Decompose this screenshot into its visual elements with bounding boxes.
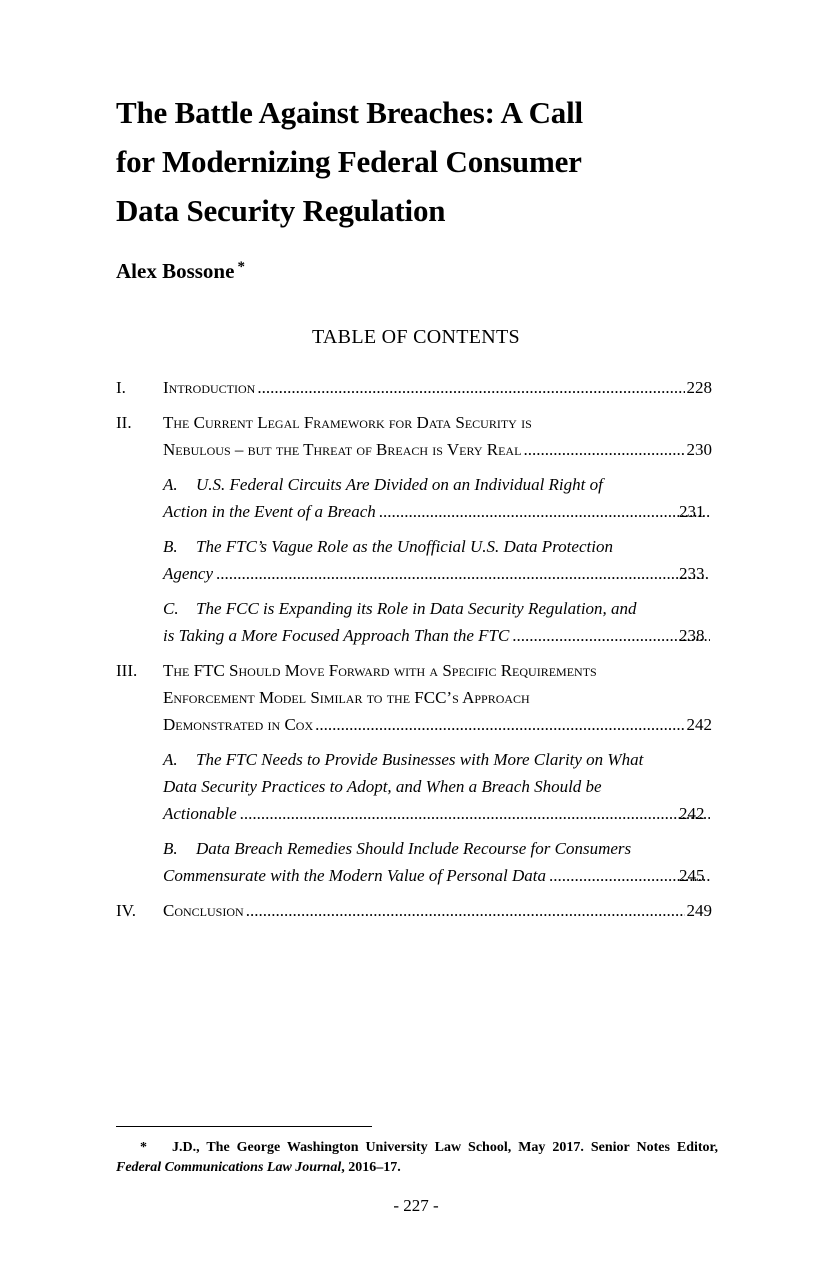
toc-dot-leader xyxy=(378,498,710,525)
toc-line xyxy=(163,746,712,773)
footnote-text-after: , 2016–17. xyxy=(341,1160,401,1175)
toc-line xyxy=(163,409,712,436)
toc-line xyxy=(163,835,712,862)
toc-line xyxy=(163,595,712,622)
toc-subentry[interactable] xyxy=(116,471,712,525)
toc-line: Agency ..... 233 xyxy=(196,560,712,587)
toc-entry-body xyxy=(116,657,712,738)
toc-dot-leader xyxy=(215,560,710,587)
toc-subentry-letter: B. xyxy=(163,839,178,858)
title-line: Data Security Regulation xyxy=(116,193,446,228)
toc-entry[interactable] xyxy=(116,657,712,738)
toc-page-number: 230 xyxy=(686,440,712,459)
author-text: Alex Bossone xyxy=(116,259,235,283)
article-title xyxy=(116,88,736,235)
toc-line: Actionable ..... 242 xyxy=(196,800,712,827)
toc-subentry-body xyxy=(116,746,712,827)
toc-line-text: The FCC is Expanding its Role in Data Security Regulation, and xyxy=(196,599,637,618)
toc-line-text: Introduction xyxy=(163,378,256,397)
toc-subentry[interactable] xyxy=(116,533,712,587)
toc-subentry-body xyxy=(116,835,712,889)
toc-entry-number: IV. xyxy=(116,901,136,920)
toc-subentry-letter: C. xyxy=(163,599,179,618)
toc-line-text: Data Breach Remedies Should Include Recourse for Consumers xyxy=(196,839,632,858)
toc-line-text: Agency xyxy=(163,564,214,583)
toc-page-number: 249 xyxy=(686,901,712,920)
toc-line: Action in the Event of a Breach ..... 231 xyxy=(196,498,712,525)
toc-subentry[interactable] xyxy=(116,595,712,649)
toc-line-text: The FTC Should Move Forward with a Specific Requirements xyxy=(163,661,597,680)
toc-dot-leader xyxy=(246,897,685,924)
toc-heading: TABLE OF CONTENTS xyxy=(312,326,520,348)
table-of-contents xyxy=(116,374,712,932)
toc-line xyxy=(163,773,712,800)
author-footnote-mark[interactable]: * xyxy=(237,259,245,275)
footnote xyxy=(116,1138,718,1178)
toc-entry-body xyxy=(116,374,712,401)
toc-entry-number: II. xyxy=(116,413,132,432)
toc-dot-leader xyxy=(315,711,684,738)
toc-line: Commensurate with the Modern Value of Personal Data ..... 245 xyxy=(196,862,712,889)
toc-line xyxy=(163,533,712,560)
toc-subentry-letter: A. xyxy=(163,750,178,769)
footnote-journal: Federal Communications Law Journal xyxy=(116,1160,342,1175)
toc-line-text: Enforcement Model Similar to the FCC’s Approach xyxy=(163,688,530,707)
toc-line-text: Action in the Event of a Breach xyxy=(163,502,376,521)
toc-entry[interactable] xyxy=(116,374,712,401)
toc-line-text: The FTC Needs to Provide Businesses with More Clarity on What xyxy=(196,750,644,769)
toc-line-text: Conclusion xyxy=(163,901,244,920)
toc-line-text: Commensurate with the Modern Value of Personal Data xyxy=(163,866,546,885)
toc-subentry-letter: A. xyxy=(163,475,178,494)
toc-dot-leader xyxy=(523,436,684,463)
title-line: The Battle Against Breaches: A Call xyxy=(116,95,583,130)
toc-subentry[interactable] xyxy=(116,746,712,827)
toc-entry-number: III. xyxy=(116,661,138,680)
footnote-text-before: J.D., The George Washington University Law School, May 2017. Senior Notes Editor, xyxy=(172,1140,718,1155)
toc-line-text: The FTC’s Vague Role as the Unofficial U.S. Data Protection xyxy=(196,537,613,556)
toc-subentry-body xyxy=(116,471,712,525)
toc-dot-leader xyxy=(257,374,684,401)
toc-line-text: U.S. Federal Circuits Are Divided on an Individual Right of xyxy=(196,475,603,494)
toc-line xyxy=(163,471,712,498)
toc-entry-body xyxy=(116,897,712,924)
toc-subentry-body xyxy=(116,595,712,649)
toc-entry[interactable] xyxy=(116,897,712,924)
toc-line-text: Demonstrated in Cox xyxy=(163,715,314,734)
title-line: for Modernizing Federal Consumer xyxy=(116,144,582,179)
toc-line-text: is Taking a More Focused Approach Than the FTC xyxy=(163,626,510,645)
toc-entry-body xyxy=(116,409,712,463)
toc-line: is Taking a More Focused Approach Than the FTC ..... 238 xyxy=(196,622,712,649)
toc-subentry[interactable] xyxy=(116,835,712,889)
toc-page-number: 242 xyxy=(686,715,712,734)
toc-line xyxy=(163,711,712,738)
page-number: - 227 - xyxy=(393,1196,439,1215)
toc-dot-leader xyxy=(239,800,710,827)
toc-line-text: Data Security Practices to Adopt, and When a Breach Should be xyxy=(163,777,602,796)
toc-subentry-letter: B. xyxy=(163,537,178,556)
toc-line xyxy=(163,436,712,463)
footnote-divider xyxy=(116,1126,372,1127)
toc-entry[interactable] xyxy=(116,409,712,463)
toc-line xyxy=(163,374,712,401)
toc-line-text: The Current Legal Framework for Data Security is xyxy=(163,413,532,432)
author-name xyxy=(116,259,245,284)
toc-line-text: Nebulous – but the Threat of Breach is Very Real xyxy=(163,440,522,459)
toc-line xyxy=(163,684,712,711)
toc-entry-number: I. xyxy=(116,378,126,397)
toc-page-number: 228 xyxy=(686,378,712,397)
toc-line xyxy=(163,657,712,684)
toc-line-text: Actionable xyxy=(163,804,237,823)
toc-line xyxy=(163,897,712,924)
footnote-mark: * xyxy=(140,1140,147,1155)
toc-subentry-body xyxy=(116,533,712,587)
